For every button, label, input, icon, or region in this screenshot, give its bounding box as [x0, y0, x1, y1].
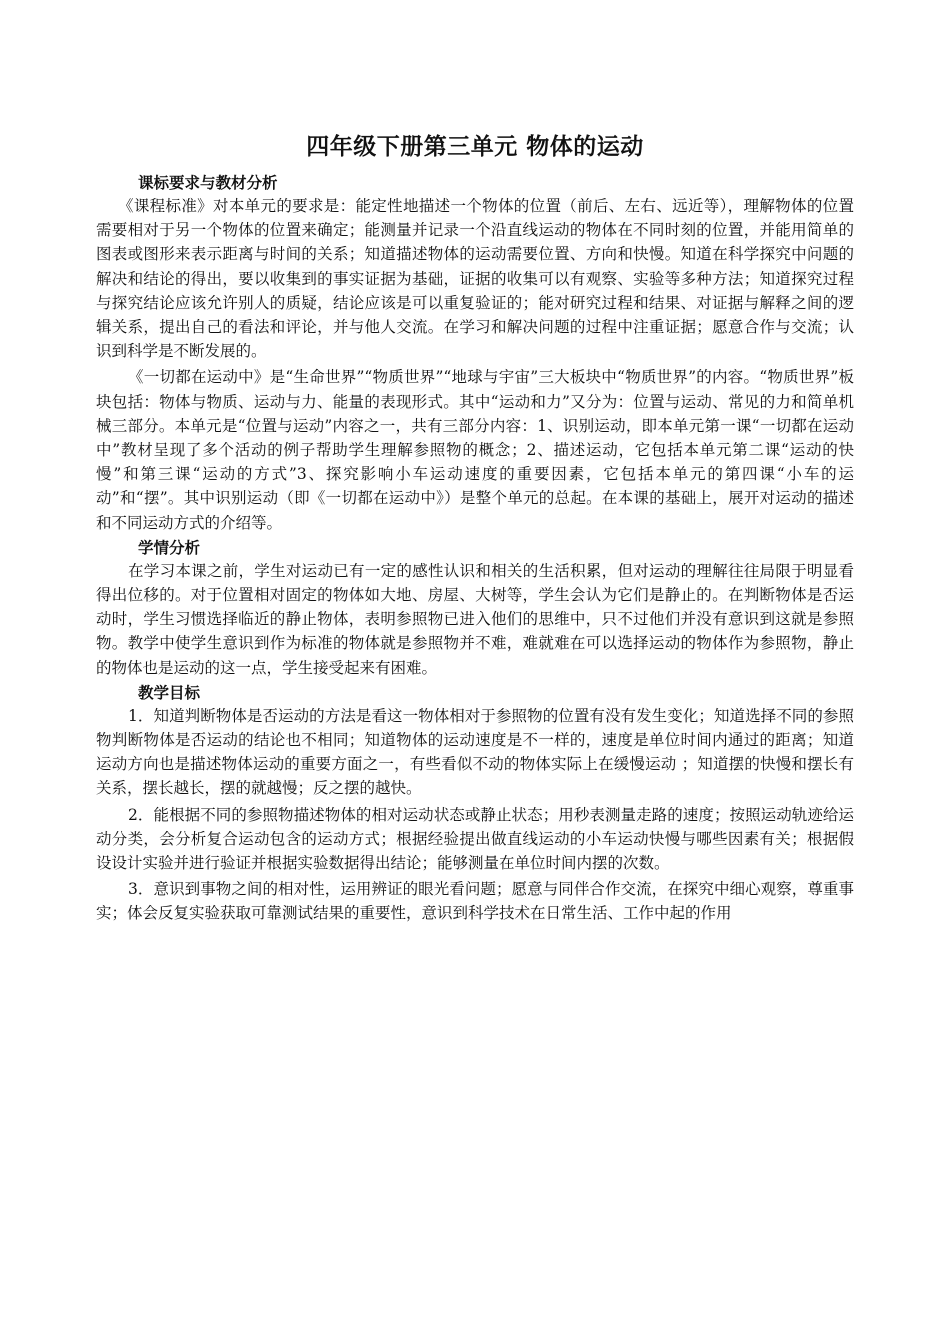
- section-heading: 学情分析: [138, 538, 201, 557]
- paragraph: 《一切都在运动中》是“生命世界”“物质世界”“地球与宇宙”三大板块中“物质世界”的内容。“物质世界”板块包括：物体与物质、运动与力、能量的表现形式。其中“运动和力”又分为：位置与运动、常见的力和简单机械三部分。本单元是“位置与运动”内容之一，共有三部分内容：1、识别运动，即本单元第一课“一切都在运动中”教材呈现了多个活动的例子帮助学生理解参照物的概念；2、描述运动，它包括本单元第二课“运动的快慢”和第三课“运动的方式”3、探究影响小车运动速度的重要因素，它包括本单元的第四课“小车的运动”和“摆”。其中识别运动（即《一切都在运动中》）是整个单元的总起。在本课的基础上，展开对运动的描述和不同运动方式的介绍等。: [96, 368, 854, 532]
- paragraph: 《课程标准》对本单元的要求是：能定性地描述一个物体的位置（前后、左右、远近等），理解物体的位置需要相对于另一个物体的位置来确定；能测量并记录一个沿直线运动的物体在不同时刻的位置，并能用简单的图表或图形来表示距离与时间的关系；知道描述物体的运动需要位置、方向和快慢。知道在科学探究中问题的解决和结论的得出，要以收集到的事实证据为基础，证据的收集可以有观察、实验等多种方法；知道探究过程与探究结论应该允许别人的质疑，结论应该是可以重复验证的；能对研究过程和结果、对证据与解释之间的逻辑关系，提出自己的看法和评论，并与他人交流。在学习和解决问题的过程中注重证据；愿意合作与交流；认识到科学是不断发展的。: [96, 197, 854, 361]
- paragraph: 2．能根据不同的参照物描述物体的相对运动状态或静止状态；用秒表测量走路的速度；按照运动轨迹给运动分类，会分析复合运动包含的运动方式；根据经验提出做直线运动的小车运动快慢与哪些因素有关；根据假设设计实验并进行验证并根据实验数据得出结论；能够测量在单位时间内摆的次数。: [96, 805, 854, 873]
- section-heading: 教学目标: [138, 683, 201, 702]
- section-teaching-goals: [96, 682, 854, 926]
- paragraph: 在学习本课之前，学生对运动已有一定的感性认识和相关的生活积累，但对运动的理解往往局限于明显看得出位移的。对于位置相对固定的物体如大地、房屋、大树等，学生会认为它们是静止的。在判断物体是否运动时，学生习惯选择临近的静止物体，表明参照物已进入他们的思维中，只不过他们并没有意识到这就是参照物。教学中使学生意识到作为标准的物体就是参照物并不难，难就难在可以选择运动的物体作为参照物，静止的物体也是运动的这一点，学生接受起来有困难。: [96, 561, 854, 677]
- document-page: [96, 130, 854, 928]
- section-heading: 课标要求与教材分析: [138, 174, 278, 192]
- document-title: 四年级下册第三单元 物体的运动: [306, 134, 644, 160]
- section-student-analysis: [96, 537, 854, 680]
- section-curriculum: [96, 172, 854, 535]
- paragraph: 1．知道判断物体是否运动的方法是看这一物体相对于参照物的位置有没有发生变化；知道选择不同的参照物判断物体是否运动的结论也不相同；知道物体的运动速度是不一样的，速度是单位时间内通过的距离；知道运动方向也是描述物体运动的重要方面之一，有些看似不动的物体实际上在缓慢运动 ；知道摆的快慢和摆长有关系，摆长越长，摆的就越慢；反之摆的越快。: [96, 706, 854, 798]
- paragraph: 3．意识到事物之间的相对性，运用辨证的眼光看问题；愿意与同伴合作交流，在探究中细心观察，尊重事实；体会反复实验获取可靠测试结果的重要性，意识到科学技术在日常生活、工作中起的作用: [96, 880, 854, 923]
